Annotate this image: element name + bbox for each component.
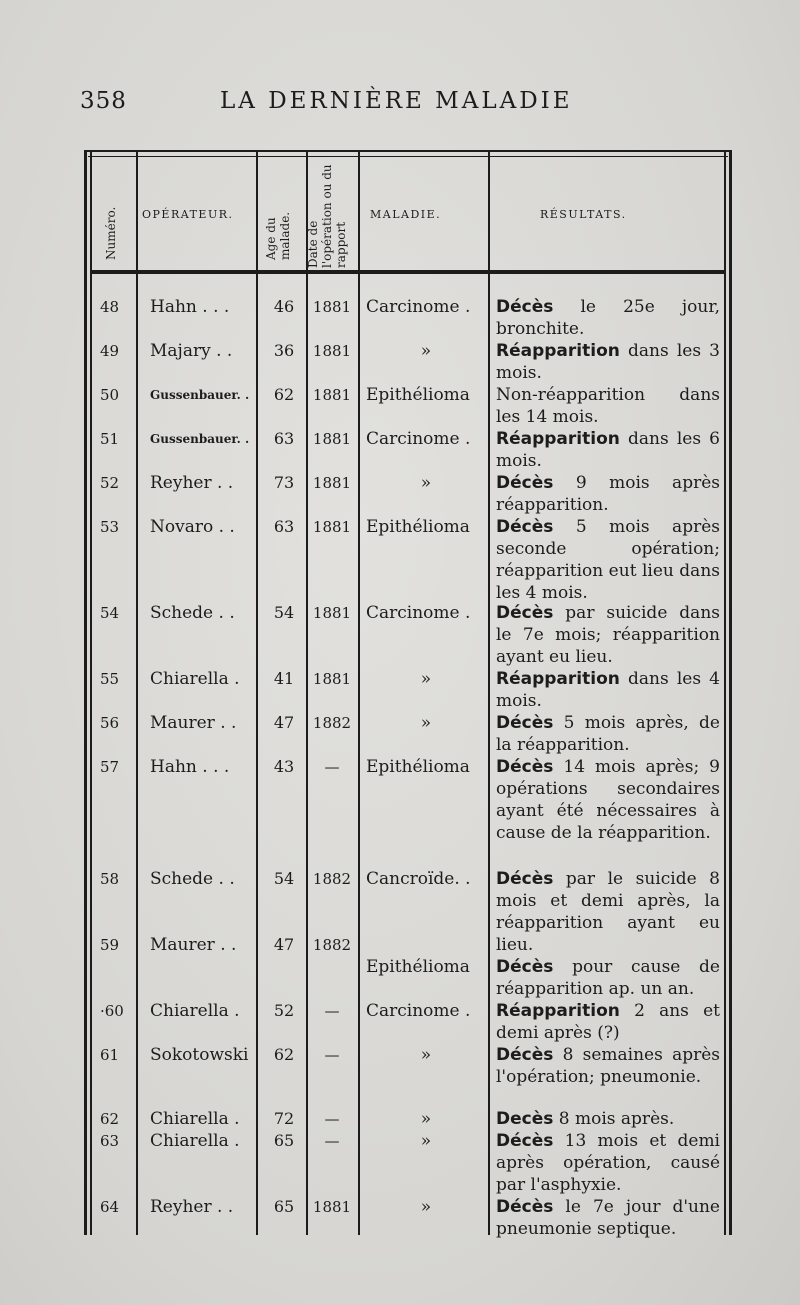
operator-name: Chiarella . — [150, 1131, 240, 1151]
row-number: 59 — [100, 936, 120, 954]
row-number: 64 — [100, 1198, 120, 1216]
disease-name: Epithélioma — [366, 385, 470, 405]
running-title: LA DERNIÈRE MALADIE — [220, 88, 573, 114]
result-keyword: Décès — [496, 1045, 554, 1065]
operation-date: — — [324, 1002, 340, 1020]
patient-age: 72 — [273, 1109, 295, 1128]
operator-name: Hahn . . . — [150, 757, 230, 777]
header-age: Age du malade. — [264, 211, 292, 260]
result-keyword: Décès — [496, 757, 554, 777]
row-number: 61 — [100, 1046, 120, 1064]
row-number: 63 — [100, 1132, 120, 1150]
operation-date: 1882 — [312, 870, 352, 888]
result-detail: 9 mois après réapparition. — [496, 473, 720, 515]
operator-name: Novaro . . — [150, 517, 235, 537]
disease-name: Epithélioma — [366, 757, 470, 777]
header-resultats: RÉSULTATS. — [540, 208, 627, 221]
operation-date: — — [324, 1132, 340, 1150]
result-detail: 8 semaines après l'opération; pneumonie. — [496, 1045, 720, 1087]
operator-name: Schede . . — [150, 603, 235, 623]
row-number: 49 — [100, 342, 120, 360]
disease-name: » — [420, 713, 432, 733]
result-keyword: Décès — [496, 1131, 554, 1151]
result-text — [496, 428, 720, 472]
table-right-rule-inner — [724, 150, 726, 1235]
disease-name: » — [420, 473, 432, 493]
result-keyword: Réapparition — [496, 341, 620, 361]
result-detail: 8 mois après. — [553, 1109, 675, 1129]
operation-date: 1881 — [312, 474, 352, 492]
operation-date: 1881 — [312, 518, 352, 536]
result-keyword: Decès — [496, 1109, 554, 1129]
result-text — [496, 712, 720, 756]
result-detail: le 7e jour d'une pneumonie septique. — [496, 1197, 720, 1239]
page-header — [80, 88, 720, 118]
operator-name: Chiarella . — [150, 1001, 240, 1021]
row-number: ·60 — [100, 1002, 124, 1020]
patient-age: 47 — [273, 713, 295, 732]
patient-age: 63 — [273, 429, 295, 448]
disease-name: Carcinome . — [366, 603, 471, 623]
operator-name: Maurer . . — [150, 935, 237, 955]
operation-date: 1881 — [312, 604, 352, 622]
result-text — [496, 1130, 720, 1196]
result-detail: Non-réapparition dans les 14 mois. — [496, 385, 720, 427]
result-text — [496, 756, 720, 844]
table-left-rule-inner — [90, 150, 92, 1235]
header-rule — [490, 270, 724, 274]
patient-age: 65 — [273, 1131, 295, 1150]
patient-age: 46 — [273, 297, 295, 316]
operation-date: 1881 — [312, 1198, 352, 1216]
result-text — [496, 602, 720, 668]
header-rule — [92, 270, 136, 274]
operator-name: Gussenbauer. . — [150, 432, 250, 446]
result-text — [496, 472, 720, 516]
result-keyword: Décès — [496, 473, 554, 493]
row-number: 53 — [100, 518, 120, 536]
disease-name: » — [420, 669, 432, 689]
patient-age: 65 — [273, 1197, 295, 1216]
result-detail: 5 mois après seconde opération; réapparition eut lieu dans les 4 mois. — [496, 517, 720, 603]
result-text — [496, 868, 720, 956]
disease-name: Epithélioma — [366, 957, 470, 977]
row-number: 62 — [100, 1110, 120, 1128]
result-text — [496, 516, 720, 604]
result-text — [496, 1196, 720, 1240]
row-number: 50 — [100, 386, 120, 404]
result-detail: par le suicide 8 mois et demi après, la réapparition ayant eu lieu. — [496, 869, 720, 955]
result-keyword: Décès — [496, 869, 554, 889]
operation-date: 1882 — [312, 714, 352, 732]
disease-name: Cancroïde. . — [366, 869, 471, 889]
operation-date: 1881 — [312, 342, 352, 360]
operator-name: Sokotowski — [150, 1045, 249, 1065]
operation-date: 1882 — [312, 936, 352, 954]
row-number: 54 — [100, 604, 120, 622]
disease-name: » — [420, 1109, 432, 1129]
result-detail: dans les 6 mois. — [496, 429, 720, 471]
result-text — [496, 1000, 720, 1044]
result-text — [496, 384, 720, 428]
header-maladie: MALADIE. — [370, 208, 442, 221]
result-keyword: Décès — [496, 297, 554, 317]
result-keyword: Décès — [496, 1197, 554, 1217]
result-text — [496, 1108, 720, 1130]
operation-date: — — [324, 1110, 340, 1128]
patient-age: 54 — [273, 603, 295, 622]
operator-name: Gussenbauer. . — [150, 388, 250, 402]
row-number: 55 — [100, 670, 120, 688]
patient-age: 63 — [273, 517, 295, 536]
patient-age: 47 — [273, 935, 295, 954]
result-detail: dans les 3 mois. — [496, 341, 720, 383]
disease-name: » — [420, 1045, 432, 1065]
operator-name: Maurer . . — [150, 713, 237, 733]
header-numero: Numéro. — [104, 206, 118, 260]
result-detail: 5 mois après, de la réapparition. — [496, 713, 720, 755]
operator-name: Schede . . — [150, 869, 235, 889]
result-detail: par suicide dans le 7e mois; réapparition ayant eu lieu. — [496, 603, 720, 667]
disease-name: Carcinome . — [366, 1001, 471, 1021]
result-keyword: Décès — [496, 603, 554, 623]
operation-date: 1881 — [312, 386, 352, 404]
row-number: 56 — [100, 714, 120, 732]
result-text — [496, 668, 720, 712]
row-number: 52 — [100, 474, 120, 492]
result-detail: 13 mois et demi après opération, causé par l'asphyxie. — [496, 1131, 720, 1195]
patient-age: 36 — [273, 341, 295, 360]
disease-name: Epithélioma — [366, 517, 470, 537]
result-detail: le 25e jour, bronchite. — [496, 297, 720, 339]
patient-age: 52 — [273, 1001, 295, 1020]
header-rule — [258, 270, 306, 274]
result-text — [496, 1044, 720, 1088]
result-keyword: Décès — [496, 517, 554, 537]
disease-name: Carcinome . — [366, 429, 471, 449]
result-text — [496, 956, 720, 1000]
row-number: 57 — [100, 758, 120, 776]
table-top-rule — [84, 150, 732, 152]
patient-age: 73 — [273, 473, 295, 492]
col-rule-date — [358, 150, 360, 1235]
header-date: Date de l'opération ou du rapport — [306, 164, 348, 268]
result-text — [496, 340, 720, 384]
table-right-rule — [729, 150, 732, 1235]
operation-date: 1881 — [312, 670, 352, 688]
operator-name: Majary . . — [150, 341, 233, 361]
result-keyword: Décès — [496, 713, 554, 733]
result-detail: dans les 4 mois. — [496, 669, 720, 711]
disease-name: Carcinome . — [366, 297, 471, 317]
operation-date: 1881 — [312, 430, 352, 448]
patient-age: 62 — [273, 1045, 295, 1064]
result-text — [496, 296, 720, 340]
operator-name: Hahn . . . — [150, 297, 230, 317]
disease-name: » — [420, 1197, 432, 1217]
header-rule — [308, 270, 358, 274]
row-number: 51 — [100, 430, 120, 448]
row-number: 48 — [100, 298, 120, 316]
operation-date: — — [324, 1046, 340, 1064]
operation-date: — — [324, 758, 340, 776]
result-keyword: Décès — [496, 957, 554, 977]
header-rule — [138, 270, 256, 274]
table-top-rule-inner — [88, 156, 728, 157]
result-keyword: Réapparition — [496, 429, 620, 449]
operation-date: 1881 — [312, 298, 352, 316]
disease-name: » — [420, 341, 432, 361]
patient-age: 54 — [273, 869, 295, 888]
operator-name: Chiarella . — [150, 1109, 240, 1129]
result-keyword: Réapparition — [496, 669, 620, 689]
operator-name: Chiarella . — [150, 669, 240, 689]
header-operateur: OPÉRATEUR. — [142, 208, 234, 221]
table-left-rule — [84, 150, 87, 1235]
header-rule — [360, 270, 488, 274]
results-table — [84, 150, 732, 1239]
result-detail: 2 ans et demi après (?) — [496, 1001, 720, 1043]
patient-age: 43 — [273, 757, 295, 776]
result-detail: pour cause de réapparition ap. un an. — [496, 957, 720, 999]
operator-name: Reyher . . — [150, 473, 234, 493]
disease-name: » — [420, 1131, 432, 1151]
result-keyword: Réapparition — [496, 1001, 620, 1021]
page-number: 358 — [80, 88, 127, 114]
patient-age: 62 — [273, 385, 295, 404]
patient-age: 41 — [273, 669, 295, 688]
row-number: 58 — [100, 870, 120, 888]
operator-name: Reyher . . — [150, 1197, 234, 1217]
result-detail: 14 mois après; 9 opérations secondaires ayant été nécessaires à cause de la réapparition. — [496, 757, 720, 843]
